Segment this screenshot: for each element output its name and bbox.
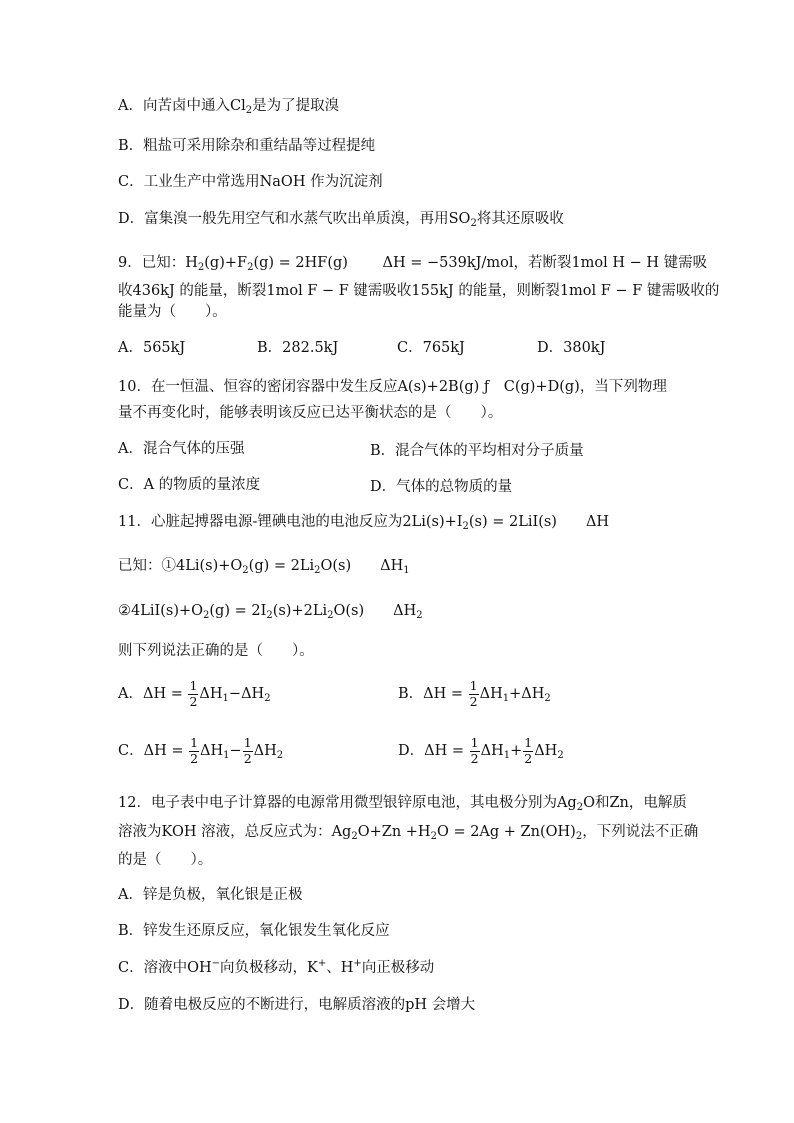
q11-known-1: 已知：$①4Li(s)+O_2(g) = 2Li_2O(s)$ $\Delta H_1$ (118, 558, 410, 576)
fraction-half: $\frac{1}{2}$ (189, 678, 198, 709)
q10-option-d: D．气体的总物质的量 (370, 479, 513, 495)
q12-option-b: B．锌发生还原反应，氧化银发生氧化反应 (118, 923, 390, 939)
q11-stem: 11．心脏起搏器电源-锂碘电池的电池反应为$2Li(s)+I_2(s) = 2LiI(s)$ ΔH (118, 514, 610, 532)
q11-known-2: $②4LiI(s)+O_2(g) = 2I_2(s)+2Li_2O(s)$ $\Delta H_2$ (118, 603, 423, 621)
q12-stem-line2: 溶液为KOH 溶液，总反应式为：$Ag_2O+Zn +H_2O = 2Ag + Zn(OH)_2$，下列说法不正确 (118, 824, 699, 842)
fraction-half: $\frac{1}{2}$ (470, 735, 479, 766)
q10-option-c: C．A 的物质的量浓度 (118, 477, 261, 493)
q9-option-c: C．765kJ (397, 340, 465, 356)
q11-option-b: B．ΔH = $\frac{1}{2}$ $\Delta H_1+\Delta H_2$ (398, 678, 551, 709)
q12-option-d: D．随着电极反应的不断进行，电解质溶液的pH 会增大 (118, 997, 476, 1013)
q9-stem-line2: 收436kJ 的能量，断裂1mol F − F 键需吸收155kJ 的能量，则断裂1mol F − F 键需吸收的 (118, 283, 720, 299)
q10-option-a: A．混合气体的压强 (118, 441, 245, 457)
q12-stem-line1: 12．电子表中电子计算器的电源常用微型银锌原电池，其电极分别为$Ag_2O$和Zn，电解质 (118, 795, 687, 813)
q10-stem-line1: 10．在一恒温、恒容的密闭容器中发生反应A(s)+2B(g) ƒ C(g)+D(g)，当下列物理 (118, 379, 667, 395)
q9-stem-line3: 能量为（ ）。 (118, 304, 227, 320)
q11-ask: 则下列说法正确的是（ ）。 (118, 643, 314, 659)
fraction-half: $\frac{1}{2}$ (190, 735, 199, 766)
q10-stem-line2: 量不再变化时，能够表明该反应已达平衡状态的是（ ）。 (118, 405, 503, 421)
q12-option-c: C．溶液中OH−向负极移动，K+、H+向正极移动 (118, 958, 435, 976)
q8-option-a: A．向苦卤中通入$Cl_2$是为了提取溴 (118, 98, 340, 116)
q8-option-b: B．粗盐可采用除杂和重结晶等过程提纯 (118, 138, 376, 154)
fraction-half: $\frac{1}{2}$ (524, 735, 533, 766)
q9-option-d: D．380kJ (537, 340, 606, 356)
q11-option-a: A．ΔH = $\frac{1}{2}$ $\Delta H_1-\Delta H_2$ (118, 678, 271, 709)
fraction-half: $\frac{1}{2}$ (469, 678, 478, 709)
q8-option-d: D．富集溴一般先用空气和水蒸气吹出单质溴，再用$SO_2$将其还原吸收 (118, 211, 564, 229)
q11-option-c: C．ΔH = $\frac{1}{2}$ $\Delta H_1-$ $\frac{1}{2}$ $\Delta H_2$ (118, 735, 284, 766)
q11-option-d: D．ΔH = $\frac{1}{2}$ $\Delta H_1+$ $\frac{1}{2}$ $\Delta H_2$ (398, 735, 564, 766)
q8-option-c: C．工业生产中常选用NaOH 作为沉淀剂 (118, 174, 383, 190)
q9-stem-line1: 9．已知：$H_2(g)+F_2(g) = 2HF(g) \Delta H = -539kJ/mol$，若断裂1mol H − H 键需吸 (118, 255, 708, 273)
q12-stem-line3: 的是（ ）。 (118, 852, 213, 868)
q9-option-b: B．282.5kJ (257, 340, 339, 356)
q10-option-b: B．混合气体的平均相对分子质量 (370, 443, 584, 459)
q12-option-a: A．锌是负极，氧化银是正极 (118, 887, 303, 903)
fraction-half: $\frac{1}{2}$ (243, 735, 252, 766)
q9-option-a: A．565kJ (118, 340, 186, 356)
